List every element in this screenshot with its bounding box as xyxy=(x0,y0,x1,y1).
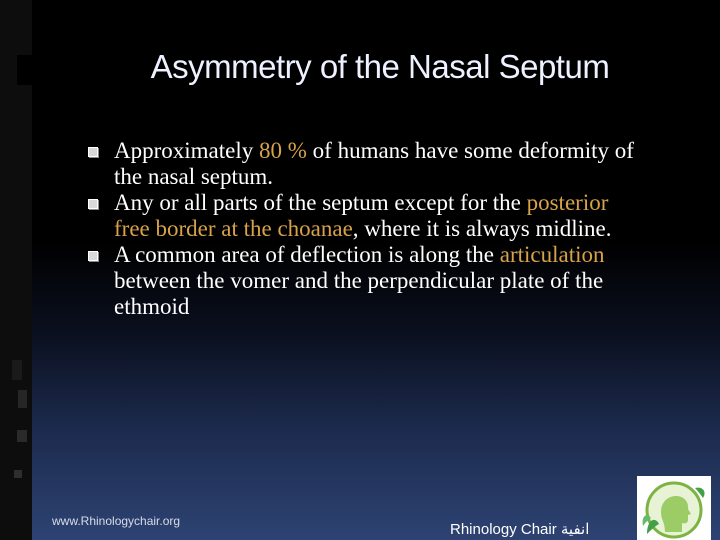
footer-url: www.Rhinologychair.org xyxy=(52,514,181,528)
bullet-segment: Any or all parts of the septum except for the xyxy=(114,190,527,215)
slide-title: Asymmetry of the Nasal Septum xyxy=(150,48,610,85)
bullet-segment: Approximately xyxy=(114,138,259,163)
footer-brand: Rhinology Chair انفية xyxy=(450,521,590,538)
bullet-text xyxy=(114,138,634,189)
bullet-highlight: 80 % xyxy=(259,138,307,163)
bullet-item xyxy=(88,138,648,190)
bullet-highlight: posterior free border at the choanae xyxy=(114,190,609,241)
bullet-text xyxy=(114,190,612,241)
bullet-text xyxy=(114,242,605,319)
decor-square xyxy=(12,360,22,380)
bullet-item xyxy=(88,242,648,320)
decor-square xyxy=(18,390,27,408)
bullet-list xyxy=(88,138,648,320)
square-bullet-icon xyxy=(88,251,98,261)
decor-square xyxy=(14,470,22,478)
bullet-segment: of humans have some deformity of the nasal septum. xyxy=(114,138,634,189)
square-bullet-icon xyxy=(88,199,98,209)
bullet-segment: , where it is always midline. xyxy=(352,216,612,241)
bullet-segment: between the vomer and the perpendicular plate of the ethmoid xyxy=(114,268,604,319)
bullet-item xyxy=(88,190,648,242)
decor-square-black xyxy=(17,55,32,85)
decor-square xyxy=(17,430,27,442)
bullet-highlight: articulation xyxy=(499,242,605,267)
bullet-segment: A common area of deflection is along the xyxy=(114,242,500,267)
square-bullet-icon xyxy=(88,147,98,157)
head-leaf-logo-icon xyxy=(637,476,711,540)
